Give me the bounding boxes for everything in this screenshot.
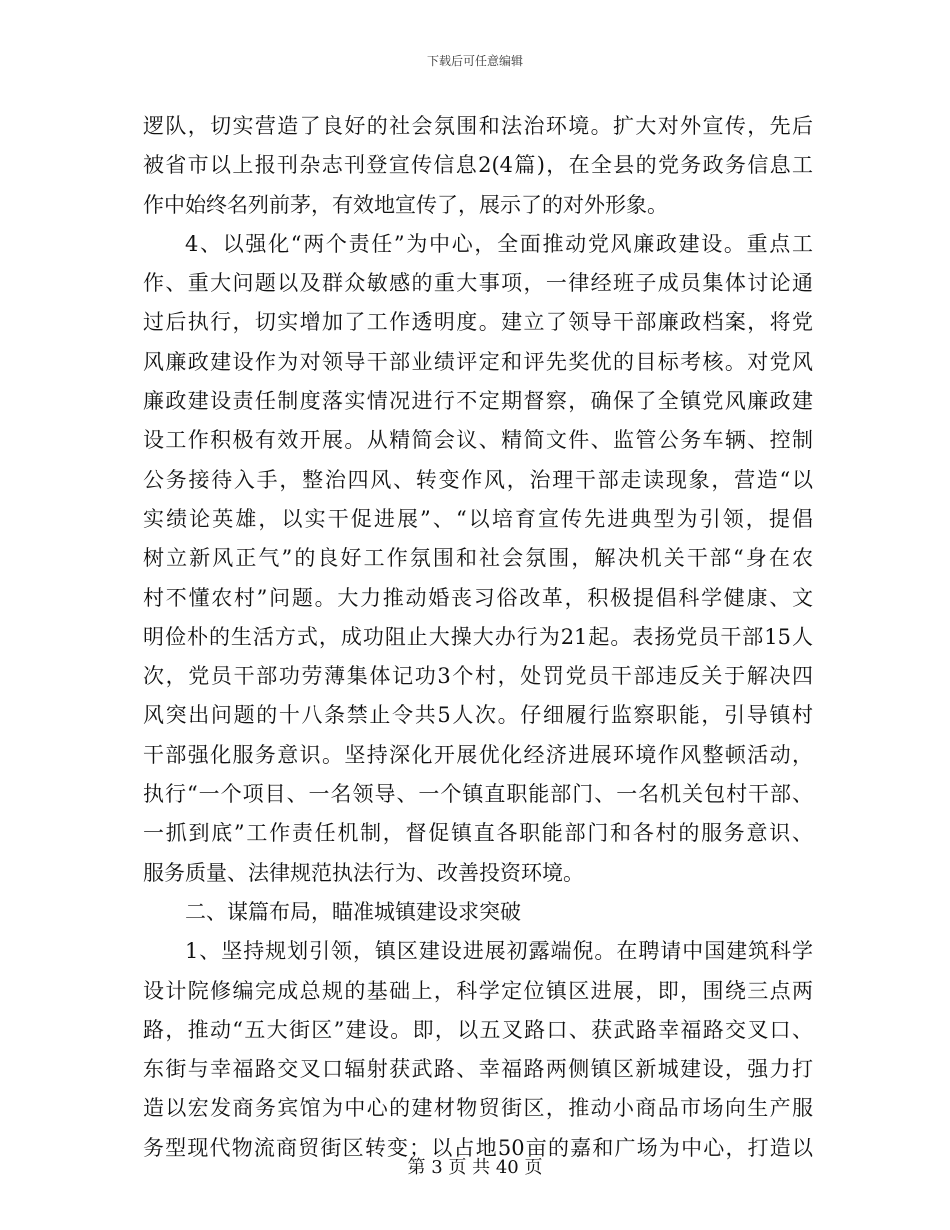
text-line: 风突出问题的十八条禁止令共5人次。仔细履行监察职能，引导镇村: [143, 703, 813, 728]
text-line: 造以宏发商务宾馆为中心的建材物贸街区，推动小商品市场向生产服: [143, 1096, 813, 1121]
text-line: 次，党员干部功劳薄集体记功3个村，处罚党员干部违反关于解决四: [143, 664, 813, 689]
text-line: 实绩论英雄，以实干促进展”、“以培育宣传先进典型为引领，提倡: [143, 506, 813, 531]
text-line: 过后执行，切实增加了工作透明度。建立了领导干部廉政档案，将党: [143, 310, 813, 335]
text-line: 干部强化服务意识。坚持深化开展优化经济进展环境作风整顿活动，: [143, 742, 813, 767]
text-line: 村不懂农村”问题。大力推动婚丧习俗改革，积极提倡科学健康、文: [143, 585, 813, 610]
page-header: 下载后可任意编辑: [426, 54, 523, 68]
text-line: 一抓到底”工作责任机制，督促镇直各职能部门和各村的服务意识、: [143, 821, 813, 846]
text-line: 逻队，切实营造了良好的社会氛围和法治环境。扩大对外宣传，先后: [143, 114, 813, 138]
page-footer: 第 3 页 共 40 页: [407, 1157, 543, 1178]
text-line: 4、以强化“两个责任”为中心，全面推动党风廉政建设。重点工: [185, 231, 813, 256]
text-line: 东街与幸福路交叉口辐射获武路、幸福路两侧镇区新城建设，强力打: [143, 1057, 813, 1082]
text-line: 路，推动“五大街区”建设。即，以五叉路口、获武路幸福路交叉口、: [143, 1017, 813, 1042]
text-line: 二、谋篇布局，瞄准城镇建设求突破: [185, 899, 521, 924]
document-body: [143, 107, 813, 1168]
text-line: 作、重大问题以及群众敏感的重大事项，一律经班子成员集体讨论通: [143, 271, 813, 296]
text-line: 务型现代物流商贸街区转变；以占地50亩的嘉和广场为中心，打造以: [143, 1135, 813, 1160]
text-line: 明俭朴的生活方式，成功阻止大操大办行为21起。表扬党员干部15人: [143, 624, 813, 649]
text-line: 1、坚持规划引领，镇区建设进展初露端倪。在聘请中国建筑科学: [185, 939, 813, 964]
text-line: 作中始终名列前茅，有效地宣传了，展示了的对外形象。: [143, 192, 668, 217]
text-line: 执行“一个项目、一名领导、一个镇直职能部门、一名机关包村干部、: [143, 782, 813, 807]
text-line: 设计院修编完成总规的基础上，科学定位镇区进展，即，围绕三点两: [143, 978, 813, 1003]
text-line: 被省市以上报刊杂志刊登宣传信息2(4篇)，在全县的党务政务信息工: [143, 153, 813, 178]
text-line: 设工作积极有效开展。从精简会议、精简文件、监管公务车辆、控制: [143, 428, 813, 453]
text-line: 服务质量、法律规范执法行为、改善投资环境。: [143, 860, 584, 885]
text-line: 廉政建设责任制度落实情况进行不定期督察，确保了全镇党风廉政建: [143, 389, 813, 414]
text-line: 公务接待入手，整治四风、转变作风，治理干部走读现象，营造“以: [143, 467, 813, 492]
text-line: 风廉政建设作为对领导干部业绩评定和评先奖优的目标考核。对党风: [143, 349, 813, 374]
text-line: 树立新风正气”的良好工作氛围和社会氛围，解决机关干部“身在农: [143, 546, 813, 571]
